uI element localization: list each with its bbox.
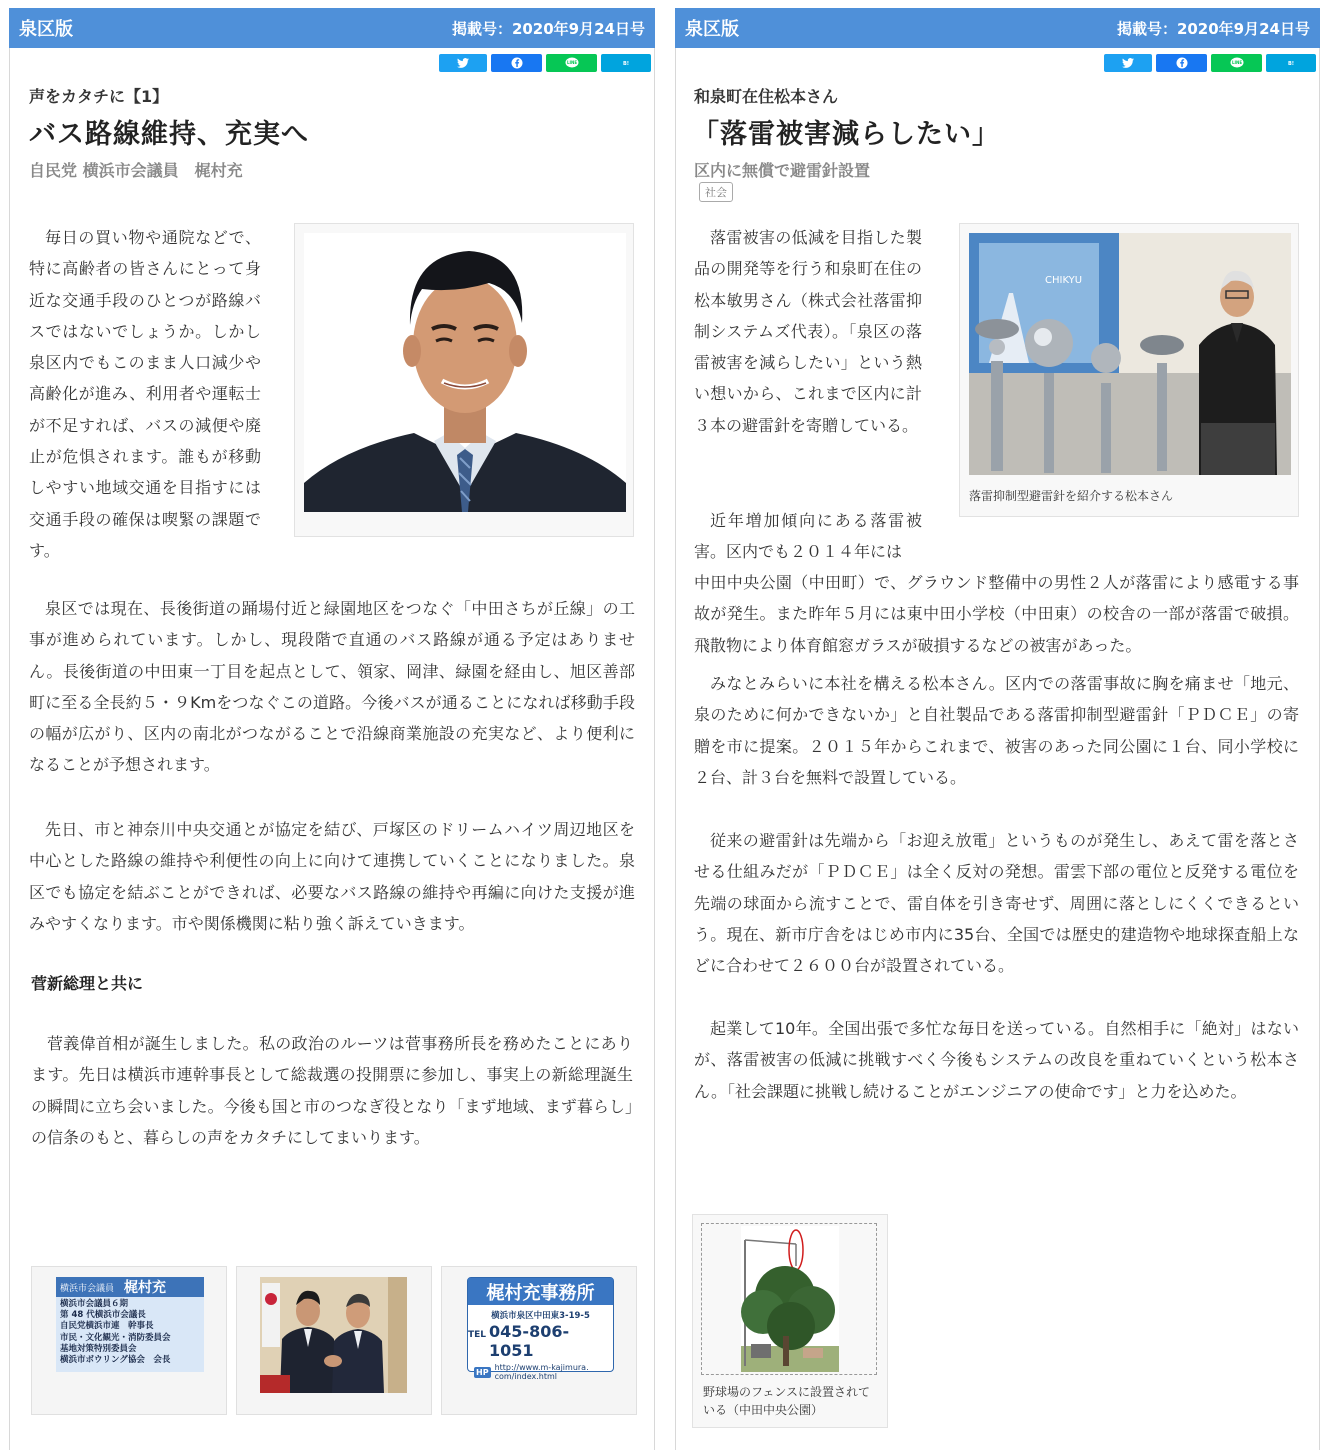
- office-card-url-line1: http://www.m-kajimura.: [494, 1363, 589, 1372]
- baseball-field-photo: [741, 1226, 839, 1372]
- left-paragraph-4: 菅義偉首相が誕生しました。私の政治のルーツは菅事務所長を務めたことにあります。先日は横浜市連幹事長として総裁選の投開票に参加し、事実上の新総理誕生の瞬間に立ち会いました。今後も国と市のつなぎ役となり「まず地域、まず暮らし」の信条のもと、暮らしの声をカタチにしてまいります。: [31, 1034, 633, 1147]
- lightning-rod-photo: [969, 233, 1291, 475]
- office-card-url: [495, 1363, 589, 1381]
- right-paragraph-4: 従来の避雷針は先端から「お迎え放電」というものが発生し、あえて雷を落とさせる仕組みだが「ＰＤＣＥ」は全く反対の発想。雷雲下部の電位と反発する電位を先端の球面から流すことで、雷自体を引き寄せず、周囲に落としにくくできるという。現在、新市庁舎をはじめ市内に35台、全国では歴史的建造物や地球探査船上などに合わせて２６００台が設置されている。: [694, 831, 1299, 976]
- left-edition-banner: [9, 8, 655, 48]
- left-paragraph-2: 泉区では現在、長後街道の踊場付近と緑園地区をつなぐ「中田さちが丘線」の工事が進められています。しかし、現段階で直通のバス路線が通る予定はありません。長後街道の中田東一丁目を起点として、領家、岡津、緑園を経由し、旭区善部町に至る全長約５・９Kmをつなぐこの道路。今後バスが通ることになれば移動手段の幅が広がり、区内の南北がつながることで沿線商業施設の充実など、より便利になることが予想されます。: [29, 599, 635, 775]
- lightning-rod-photo-frame: [959, 223, 1299, 517]
- left-paragraph-3: 先日、市と神奈川中央交通とが協定を結び、戸塚区のドリームハイツ周辺地区を中心とした路線の維持や利便性の向上に向けて連携していくことになりました。泉区でも協定を結ぶことができれば、必要なバス路線の維持や再編に向けた支援が進みやすくなります。市や関係機関に粘り強く訴えていきます。: [29, 820, 635, 933]
- office-card-title: 梶村充事務所: [468, 1278, 613, 1305]
- profile-card-line: 自民党横浜市連 幹事長: [60, 1321, 154, 1332]
- category-tag[interactable]: 社会: [699, 182, 733, 202]
- profile-card-line: 横浜市ボウリング協会 会長: [60, 1355, 171, 1366]
- profile-card-panel: [56, 1277, 204, 1372]
- right-edition-banner: [675, 8, 1320, 48]
- profile-card-line: 横浜市会議員６期: [60, 1299, 129, 1309]
- svg-text:B!: B!: [622, 61, 630, 67]
- right-paragraph-2b: 中田中央公園（中田町）で、グラウンド整備中の男性２人が落雷により感電する事故が発生。また昨年５月には東中田小学校（中田東）の校舎の一部が落雷で破損。飛散物により体育館窓ガラスが破損するなどの被害があった。: [694, 573, 1299, 655]
- right-subline: 区内に無償で避雷針設置: [694, 161, 871, 180]
- right-issue-date: 掲載号：2020年9月24日号: [1116, 19, 1310, 38]
- right-headline: 「落雷被害減らしたい」: [692, 119, 1000, 150]
- profile-card-name: 梶村充: [124, 1280, 167, 1296]
- office-card-url-line2: com/index.html: [494, 1372, 557, 1381]
- profile-card-line: 第 48 代横浜市会議長: [60, 1310, 146, 1321]
- left-byline: 自民党 横浜市会議員 梶村充: [29, 161, 243, 180]
- baseball-field-photo-frame: [692, 1214, 888, 1428]
- profile-card-header: [56, 1277, 204, 1297]
- profile-card-lines: [56, 1297, 204, 1368]
- office-card-tel-row: [468, 1322, 613, 1360]
- office-card-panel: [467, 1277, 614, 1381]
- ad-handshake-photo[interactable]: [236, 1266, 432, 1415]
- right-paragraph-2a: 近年増加傾向にある落雷被害。区内でも２０１４年には: [694, 511, 922, 562]
- left-issue-date: 掲載号：2020年9月24日号: [451, 19, 645, 38]
- profile-card-role: 横浜市会議員: [60, 1283, 115, 1294]
- portrait-photo-frame: [294, 223, 634, 537]
- left-edition-label: 泉区版: [19, 19, 73, 40]
- baseball-field-photo-caption: 野球場のフェンスに設置されている（中田中央公園）: [703, 1385, 871, 1417]
- profile-card-line: 市民・文化観光・消防委員会: [60, 1332, 171, 1343]
- right-paragraph-3: みなとみらいに本社を構える松本さん。区内での落雷事故に胸を痛ませ「地元、泉のために何かできないか」と自社製品である落雷抑制型避雷針「ＰＤＣＥ」の寄贈を市に提案。２０１５年からこれまで、被害のあった同公園に１台、同小学校に２台、計３台を無料で設置している。: [694, 674, 1299, 787]
- handshake-photo: [260, 1277, 407, 1393]
- left-paragraph-1: 毎日の買い物や通院などで、特に高齢者の皆さんにとって身近な交通手段のひとつが路線バスではないでしょうか。しかし泉区内でもこのまま人口減少や高齢化が進み、利用者や運転士が不足すれば、バスの減便や廃止が危惧されます。誰もが移動しやすい地域交通を目指すには交通手段の確保は喫緊の課題です。: [29, 228, 261, 560]
- office-card-tel: 045-806-1051: [489, 1322, 570, 1360]
- left-article: [9, 8, 655, 1381]
- office-card-tel-label: TEL: [468, 1330, 487, 1340]
- office-card-address: 横浜市泉区中田東3-19-5: [491, 1311, 590, 1321]
- right-paragraph-5: 起業して10年。全国出張で多忙な毎日を送っている。自然相手に「絶対」はないが、落雷被害の低減に挑戦すべく今後もシステムの改良を重ねていくという松本さん。「社会課題に挑戦し続けることがエンジニアの使命です」と力を込めた。: [694, 1019, 1299, 1101]
- lightning-rod-photo-caption: 落雷抑制型避雷針を紹介する松本さん: [969, 489, 1174, 503]
- svg-text:LINE: LINE: [566, 60, 577, 65]
- office-card-url-row: [474, 1363, 613, 1381]
- left-subheading: 菅新総理と共に: [31, 974, 144, 993]
- left-headline: バス路線維持、充実へ: [29, 119, 309, 150]
- svg-text:B!: B!: [1287, 61, 1295, 67]
- portrait-photo: [304, 233, 626, 512]
- profile-card-line: 基地対策特別委員会: [60, 1343, 137, 1354]
- poster-sign: CHIKYU: [1045, 275, 1083, 286]
- ad-profile-card[interactable]: [31, 1266, 227, 1415]
- right-kicker: 和泉町在住松本さん: [694, 87, 839, 106]
- office-card-hp-badge: HP: [476, 1367, 489, 1377]
- left-kicker: 声をカタチに【1】: [29, 87, 169, 106]
- svg-text:LINE: LINE: [1231, 60, 1242, 65]
- ad-office-card[interactable]: [441, 1266, 637, 1415]
- right-paragraph-1: 落雷被害の低減を目指した製品の開発等を行う和泉町在住の松本敏男さん（株式会社落雷抑制システムズ代表）。「泉区の落雷被害を減らしたい」という熱い想いから、これまで区内に計３本の避雷針を寄贈している。: [694, 228, 922, 435]
- right-edition-label: 泉区版: [685, 19, 739, 40]
- right-article: [675, 8, 1320, 1417]
